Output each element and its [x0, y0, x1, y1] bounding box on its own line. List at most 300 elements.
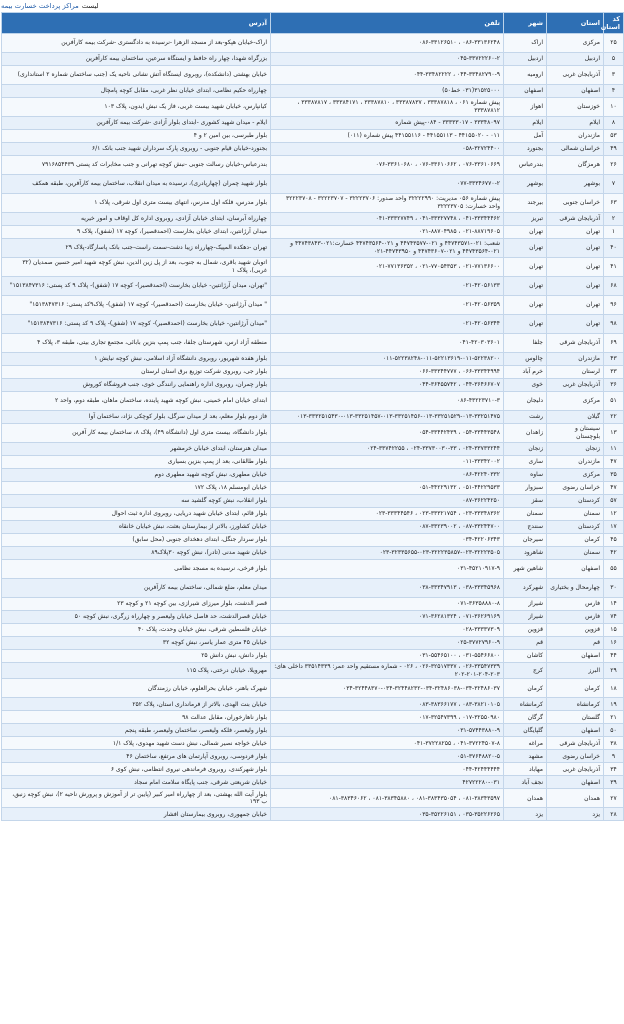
- phone-cell: ۰۳۵-۳۵۲۲۶۲۶۵ ، ۰۳۵-۳۵۲۲۶۱۵۱: [271, 808, 504, 821]
- phone-cell: پیش شماره ۰۵۶ مدیریت: ۳۲۲۲۲۹۹۰ واحد صدور: ۳۲۲۲۳۷۰۶ - ۳۲۲۲۳۷۰۷ - ۳۲۲۲۳۷۰۸ واحد خسارت: ۳۲۲۲۳۷۰۵: [271, 194, 504, 213]
- city-cell: تهران: [504, 226, 547, 239]
- code-cell: ۱۷: [604, 521, 624, 534]
- phone-cell: ۰۲۱-۴۲۰۵۶۱۳۳: [271, 277, 504, 296]
- province-cell: زنجان: [547, 443, 604, 456]
- province-cell: قزوین: [547, 624, 604, 637]
- code-cell: ۳۸: [604, 737, 624, 750]
- city-cell: بجنورد: [504, 143, 547, 156]
- table-row: [2, 66, 624, 85]
- code-cell: ۳۹: [604, 776, 624, 789]
- code-cell: ۶۸: [604, 277, 624, 296]
- city-cell: کاشان: [504, 650, 547, 663]
- code-cell: ۴۳: [604, 353, 624, 366]
- phone-cell: ۰۱۱-۳۳۳۴۲۰۰۲: [271, 456, 504, 469]
- code-cell: ۱۶: [604, 637, 624, 650]
- address-cell: میدان هنرستان، ابتدای خیابان خرمشهر: [2, 443, 271, 456]
- phone-cell: ۰۲۳-۳۲۳۳۵۶۵۵-۰۲۳-۳۲۲۲۳۵۸۵۷-۰۲۳-۳۲۲۲۳۵۰۵: [271, 547, 504, 560]
- province-cell: یزد: [547, 808, 604, 821]
- city-cell: سمنان: [504, 508, 547, 521]
- address-cell: بلوار جی، روبروی شرکت توزیع برق استان لرستان: [2, 366, 271, 379]
- phone-cell: ۰۸۶-۳۳۱۳۶۲۴۸ ، ۰۸۶-۳۳۱۲۶۵۱۰: [271, 34, 504, 53]
- code-cell: ۳۶: [604, 379, 624, 392]
- province-cell: مازندران: [547, 130, 604, 143]
- city-cell: بندرعباس: [504, 156, 547, 175]
- code-cell: ۵۱: [604, 392, 624, 411]
- phone-cell: ۰۲۵-۳۷۷۲۷۹۶۰-۹: [271, 637, 504, 650]
- table-row: [2, 724, 624, 737]
- city-cell: ایلام: [504, 117, 547, 130]
- province-cell: فارس: [547, 611, 604, 624]
- address-cell: کیانپارس، خیابان شهید بیست غربی، فاز یک نبش ایدون، پلاک ۱۰۳: [2, 98, 271, 117]
- city-cell: خرم آباد: [504, 366, 547, 379]
- address-cell: بلوار طالقانی، بعد از پمپ بنزین بسیاری: [2, 456, 271, 469]
- code-cell: ۳۰: [604, 579, 624, 598]
- table-row: [2, 296, 624, 315]
- breadcrumb: [1, 0, 623, 12]
- city-cell: مهاباد: [504, 763, 547, 776]
- city-cell: سبزوار: [504, 482, 547, 495]
- table-row: [2, 624, 624, 637]
- code-cell: ۵۷: [604, 495, 624, 508]
- address-cell: بزرگراه شهدا، چهار راه حافظ و ایستگاه سرعین، ساختمان بیمه کارآفرین: [2, 53, 271, 66]
- phone-cell: ۳۳۳۴۸۰۹۷ - ۳۳۳۳۳۰۱۷ - ۰۸۴-پیش شماره: [271, 117, 504, 130]
- phone-cell: ۰۱۱-۵۲۲۳۸۲۴۸-۰۱۱-۵۲۲۱۳۶۱۹-۰۱۱-۵۲۲۳۸۲۰۰: [271, 353, 504, 366]
- city-cell: گلپایگان: [504, 724, 547, 737]
- city-cell: اصفهان: [504, 85, 547, 98]
- phone-cell: ۰۴۴-۳۶۴۶۶۷۰۷ ، ۰۴۴-۳۶۴۵۵۷۴۲: [271, 379, 504, 392]
- code-cell: ۱۹: [604, 698, 624, 711]
- table-row: [2, 508, 624, 521]
- page: [1, 0, 623, 821]
- address-cell: فاز دوم بلوار معلم، بعد از میدان سرگل، بلوار کوچکی نژاد، ساختمان آوا: [2, 411, 271, 424]
- table-row: [2, 213, 624, 226]
- phone-cell: ۰۱۱ - ۴۴۱۵۵۰۲۰ - ۴۴۱۵۵۱۱۳ - ۴۴۱۵۵۱۱۶ پیش شماره (۰۱۱): [271, 130, 504, 143]
- table-row: [2, 353, 624, 366]
- province-cell: گلستان: [547, 711, 604, 724]
- city-cell: سیرجان: [504, 534, 547, 547]
- code-cell: ۲۶: [604, 156, 624, 175]
- city-cell: اردبیل: [504, 53, 547, 66]
- table-row: [2, 611, 624, 624]
- province-cell: مازندران: [547, 353, 604, 366]
- phone-cell: ۰۸۷-۳۳۲۴۴۷۰۰ ، ۰۸۷-۳۳۲۳۹۰۰۲: [271, 521, 504, 534]
- province-cell: آذربایجان غربی: [547, 379, 604, 392]
- province-cell: سمنان: [547, 547, 604, 560]
- breadcrumb-current[interactable]: مراکز پرداخت خسارت بیمه: [1, 2, 79, 10]
- address-cell: "میدان آرژانتین- خیابان بخارست (احمدقصیر)- کوچه ۱۷ (شفق)- پلاک ۹ کد پستی: ۱۵۱۳۸۴۷۳۱۶": [2, 315, 271, 334]
- address-cell: شهرک باهنر، خیابان بحرالعلوم، خیابان رزمندگان: [2, 679, 271, 698]
- phone-cell: ۰۴۴-۴۲۴۴۴۴۴۴: [271, 763, 504, 776]
- address-cell: ابتدای خیابان امام خمینی، نبش کوچه شهید پاینده، ساختمان ماهان، طبقه دوم، واحد ۲: [2, 392, 271, 411]
- table-row: [2, 547, 624, 560]
- phone-cell: ۰۸۶-۴۲۲۴۰۳۳۲: [271, 469, 504, 482]
- city-cell: زنجان: [504, 443, 547, 456]
- table-row: [2, 277, 624, 296]
- province-cell: آذربایجان شرقی: [547, 213, 604, 226]
- table-body: [2, 34, 624, 821]
- code-cell: ۱۱: [604, 443, 624, 456]
- city-cell: تهران: [504, 258, 547, 277]
- phone-cell: ۰۷۷-۳۳۳۴۶۷۷۰-۲: [271, 175, 504, 194]
- province-cell: خراسان شمالی: [547, 143, 604, 156]
- phone-cell: ۰۷۶-۳۳۶۱۰۶۶۹ ، ۰۷۶-۳۳۶۱۰۶۶۲ ، ۰۷۶-۳۳۶۱۰۶۸۰: [271, 156, 504, 175]
- province-cell: اصفهان: [547, 560, 604, 579]
- table-row: [2, 711, 624, 724]
- city-cell: مشهد: [504, 750, 547, 763]
- address-cell: " میدان آرژانتین- خیابان بخارست (احمدقصیر)- کوچه ۱۷ (شفق)- پلاک۹کد پستی: ۱۵۱۳۸۴۷۳۱۶": [2, 296, 271, 315]
- phone-cell: ۰۳۴-۳۲۴۴۸۳۷۰-۰۳۴-۳۲۴۴۸۲۳۲-۰۳۴-۳۲۴۸۶۰۳۸-۰۳۴-۳۲۴۸۶۰۳۷: [271, 679, 504, 698]
- table-row: [2, 98, 624, 117]
- code-cell: ۴۷: [604, 482, 624, 495]
- column-header-address: آدرس: [2, 13, 271, 34]
- address-cell: بلوار شهید چمران (چهارپادری)، نرسیده به میدان انقلاب، ساختمان بیمه کارآفرین، طبقه همکف: [2, 175, 271, 194]
- address-cell: قصر الدشت، بلوار میرزای شیرازی، بین کوچه ۲۱ و کوچه ۲۳: [2, 598, 271, 611]
- table-row: [2, 53, 624, 66]
- table-row: [2, 143, 624, 156]
- code-cell: ۵۳: [604, 130, 624, 143]
- code-cell: ۳۳: [604, 366, 624, 379]
- province-cell: مرکزی: [547, 392, 604, 411]
- code-cell: ۶۹: [604, 334, 624, 353]
- city-cell: سنندج: [504, 521, 547, 534]
- province-cell: آذربایجان غربی: [547, 763, 604, 776]
- table-row: [2, 175, 624, 194]
- phone-cell: ۰۸۶-۴۳۲۲۳۷۱۰-۳: [271, 392, 504, 411]
- table-row: [2, 521, 624, 534]
- address-cell: خیابان جمهوری، روبروی بیمارستان افشار: [2, 808, 271, 821]
- address-cell: خیابان بهشتی (دانشکده)، روبروی ایستگاه آتش نشانی ناحیه یک (جنب ساختمان شماره ۲ استانداری): [2, 66, 271, 85]
- table-row: [2, 776, 624, 789]
- table-row: [2, 637, 624, 650]
- code-cell: ۲۹: [604, 663, 624, 679]
- province-cell: خراسان جنوبی: [547, 194, 604, 213]
- code-cell: ۱۸: [604, 679, 624, 698]
- phone-cell: ۰۲۸-۳۳۳۳۷۳۰۹: [271, 624, 504, 637]
- phone-cell: ۰۷۱-۳۶۲۶۹۱۶۹ ، ۰۷۱-۳۶۲۸۱۳۲۴: [271, 611, 504, 624]
- phone-cell: ۰۱۳-۳۳۳۲۵۱۵۴۳۰-۰۱۳-۳۳۲۵۱۴۵۷-۰۱۳-۳۳۲۵۱۴۵۶-۰۱۳-۳۳۲۵۱۵۲۹-۰۱۳-۳۳۲۵۱۴۷۵: [271, 411, 504, 424]
- province-cell: البرز: [547, 663, 604, 679]
- code-cell: ۷: [604, 175, 624, 194]
- province-cell: کرمانشاه: [547, 698, 604, 711]
- phone-cell: ۰۵۸-۳۲۷۲۴۴۰۰: [271, 143, 504, 156]
- province-cell: کرمان: [547, 679, 604, 698]
- code-cell: ۴۴: [604, 650, 624, 663]
- province-cell: ایلام: [547, 117, 604, 130]
- table-row: [2, 579, 624, 598]
- phone-cell: ۰۸۳-۳۸۲۱۰۱۰۵ ، ۰۸۳-۳۸۳۶۶۱۷۷: [271, 698, 504, 711]
- code-cell: ۲: [604, 213, 624, 226]
- table-row: [2, 130, 624, 143]
- column-header-province: استان: [547, 13, 604, 34]
- address-cell: خیابان فلسطین شرقی، نبش خیابان وحدت، پلاک ۴۰: [2, 624, 271, 637]
- province-cell: تهران: [547, 315, 604, 334]
- table-row: [2, 456, 624, 469]
- address-cell: تهران -دهکده المپیک-چهارراه زیبا دشت-سمت راست-جنب بانک پاسارگاد-پلاک ۲۹: [2, 239, 271, 258]
- phone-cell: ۰۵۱-۳۷۶۴۸۸۲۰-۵: [271, 750, 504, 763]
- code-cell: ۴۷: [604, 456, 624, 469]
- code-cell: ۲۸: [604, 808, 624, 821]
- table-row: [2, 534, 624, 547]
- city-cell: زاهدان: [504, 424, 547, 443]
- phone-cell: ۰۳۱-۵۵۴۶۶۸۰۰ ، ۰۳۱-۵۵۴۶۵۱۰۰: [271, 650, 504, 663]
- address-cell: بلوار قائم، ابتدای خیابان شهید دریایی، روبروی اداره ثبت احوال: [2, 508, 271, 521]
- code-cell: ۲۲: [604, 411, 624, 424]
- city-cell: تبریز: [504, 213, 547, 226]
- column-header-code: کد استان: [604, 13, 624, 34]
- phone-cell: ۰۳۱-۵۷۴۴۳۸۸۰-۹: [271, 724, 504, 737]
- province-cell: آذربایجان شرقی: [547, 737, 604, 750]
- city-cell: کرمان: [504, 679, 547, 698]
- phone-cell: ۰۴۴-۳۳۴۸۲۷۹۰-۹ ، ۰۴۴-۳۳۴۸۲۲۲۲: [271, 66, 504, 85]
- city-cell: تهران: [504, 296, 547, 315]
- city-cell: شاهین شهر: [504, 560, 547, 579]
- code-cell: ۲۵: [604, 34, 624, 53]
- code-cell: ۵۵: [604, 560, 624, 579]
- table-row: [2, 366, 624, 379]
- table-row: [2, 85, 624, 98]
- table-row: [2, 379, 624, 392]
- table-row: [2, 650, 624, 663]
- address-cell: خیابان خواجه نصیر شمالی، نبش دست شهید مهدوی، پلاک ۱/۱: [2, 737, 271, 750]
- city-cell: اراک: [504, 34, 547, 53]
- phone-cell: ۰۸۱-۳۸۳۴۳۵۹۷ ، ۰۸۱-۳۸۳۴۳۵۰۵۴ ، ۰۸۱-۳۸۳۴۵۸۸۰ ، ۰۸۱-۳۸۳۴۶۰۶۲: [271, 789, 504, 808]
- code-cell: ۱۰: [604, 98, 624, 117]
- province-cell: کردستان: [547, 521, 604, 534]
- address-cell: بلوار هفده شهریور، روبروی دانشگاه آزاد اسلامی، نبش کوچه نیایش ۱: [2, 353, 271, 366]
- table-row: [2, 34, 624, 53]
- city-cell: تهران: [504, 315, 547, 334]
- address-cell: خیابان قصرالدشت، حد فاصل خیابان ولیعصر و چهارراه زرگری، نبش کوچه ۵۰: [2, 611, 271, 624]
- address-cell: خیابان ۴۵ متری عمار یاسر، نبش کوچه ۳۲: [2, 637, 271, 650]
- address-cell: مهرویلا، خیابان درختی، پلاک ۱۱۵: [2, 663, 271, 679]
- code-cell: ۴۵: [604, 534, 624, 547]
- city-cell: کرمانشاه: [504, 698, 547, 711]
- province-cell: چهارمحال و بختیاری: [547, 579, 604, 598]
- city-cell: شهرکرد: [504, 579, 547, 598]
- city-cell: خوی: [504, 379, 547, 392]
- city-cell: اهواز: [504, 98, 547, 117]
- province-cell: اصفهان: [547, 85, 604, 98]
- phone-cell: ۰۲۱-۸۸۷۱۹۶۰۵ ، ۰۲۱-۸۸۷۰۴۹۸۵: [271, 226, 504, 239]
- table-row: [2, 698, 624, 711]
- table-row: [2, 258, 624, 277]
- city-cell: ساری: [504, 456, 547, 469]
- address-cell: بجنورد-خیابان قیام جنوبی - روبروی پارک سرداران شهید جنب بانک ۶/۱: [2, 143, 271, 156]
- table-row: [2, 679, 624, 698]
- table-row: [2, 156, 624, 175]
- city-cell: سقز: [504, 495, 547, 508]
- phone-cell: ۰۱۷-۳۲۵۵۰۹۸۰ ، ۰۱۷-۳۲۵۴۷۳۹۹: [271, 711, 504, 724]
- province-cell: اصفهان: [547, 776, 604, 789]
- breadcrumb-base[interactable]: لیست: [81, 2, 99, 10]
- table-row: [2, 482, 624, 495]
- address-cell: اراک-خیابان هپکو-بعد از مسجد الزهرا -نرسیده به دادگستری -شرکت بیمه کارآفرین: [2, 34, 271, 53]
- phone-cell: ۰۲۶-۳۳۵۴۷۳۳۹ ، ۰۲۶-۳۲۵۱۷۳۳۷ ، ۰۲۶ - شماره مستقیم واحد عمر: ۳۳۵۱۴۳۳۹ داخلی های: ۲۰۳-۲۰۴-۲۰۱-۲۰۲: [271, 663, 504, 679]
- phone-cell: ۰۴۵-۳۳۷۲۲۲۶۰-۲: [271, 53, 504, 66]
- code-cell: ۴۱: [604, 258, 624, 277]
- province-cell: آذربایجان غربی: [547, 66, 604, 85]
- table-row: [2, 598, 624, 611]
- phone-cell: ۰۶۶-۳۳۳۴۴۹۹۴ ، ۰۶۶-۳۳۳۴۴۷۷۷: [271, 366, 504, 379]
- code-cell: ۷۴: [604, 611, 624, 624]
- code-cell: ۹: [604, 750, 624, 763]
- code-cell: ۲۷: [604, 789, 624, 808]
- table-row: [2, 808, 624, 821]
- column-header-city: شهر: [504, 13, 547, 34]
- phone-cell: ۰۲۱-۴۲۰۵۶۳۵۹: [271, 296, 504, 315]
- city-cell: تهران: [504, 239, 547, 258]
- address-cell: اتوبان شهید باقری، شمال به جنوب، بعد از پل زین الدین، نبش کوچه شهید امیر حسین صمدیان (۳۲ غربی)، پلاک ۱: [2, 258, 271, 277]
- table-row: [2, 737, 624, 750]
- phone-cell: ۰۴۱-۴۲۰۳۰۳۶۰۱: [271, 334, 504, 353]
- code-cell: ۵۰: [604, 724, 624, 737]
- code-cell: ۹۸: [604, 315, 624, 334]
- phone-cell: ۰۵۴-۳۳۴۴۳۵۴۸ ، ۰۵۴-۳۳۴۴۲۴۳۹: [271, 424, 504, 443]
- code-cell: ۱۲: [604, 508, 624, 521]
- code-cell: ۴۰: [604, 239, 624, 258]
- phone-cell: پیش شماره ۰۶۱ ، ۳۳۳۸۷۸۱۸ ، ۳۳۳۸۷۸۳۷ ، ۳۳۳۸۷۸۱۰ ، ۳۳۳۸۴۱۷۱ ، ۳۳۳۸۷۸۱۷ ، ۳۳۳۸۷۸۱۲: [271, 98, 504, 117]
- address-cell: خیابان شریعتی شرقی، جنب پایگاه سلامت امام سجاد: [2, 776, 271, 789]
- address-cell: بلوار انقلاب، نبش کوچه گلشید سه: [2, 495, 271, 508]
- city-cell: جلفا: [504, 334, 547, 353]
- province-cell: هرمزگان: [547, 156, 604, 175]
- province-cell: اصفهان: [547, 724, 604, 737]
- city-cell: قم: [504, 637, 547, 650]
- code-cell: ۴: [604, 85, 624, 98]
- address-cell: بلوار ناهارخوران، مقابل عدالت ۹۸: [2, 711, 271, 724]
- city-cell: بیرجند: [504, 194, 547, 213]
- address-cell: "تهران، میدان آرژانتین- خیابان بخارست (احمدقصیر)- کوچه ۱۷ (شفق)- پلاک ۹ کد پستی: ۱۵۱۳۸۴۷۳۱۶": [2, 277, 271, 296]
- province-cell: مازندران: [547, 456, 604, 469]
- province-cell: تهران: [547, 258, 604, 277]
- address-cell: بلوار دانشگاه، بیست متری اول (دانشگاه ۴۹)، پلاک ۸، ساختمان بیمه کار آفرین: [2, 424, 271, 443]
- code-cell: ۱۳: [604, 424, 624, 443]
- phone-cell: ۰۲۱-۷۷۱۳۶۶۰۰ ، ۰۲۱-۷۷۰۵۴۳۵۳ ، ۰۲۱-۷۷۱۳۶۳۵۲: [271, 258, 504, 277]
- table-row: [2, 750, 624, 763]
- city-cell: آمل: [504, 130, 547, 143]
- table-row: [2, 194, 624, 213]
- city-cell: دلیجان: [504, 392, 547, 411]
- city-cell: رشت: [504, 411, 547, 424]
- province-cell: اصفهان: [547, 650, 604, 663]
- province-cell: خراسان رضوی: [547, 482, 604, 495]
- province-cell: خوزستان: [547, 98, 604, 117]
- code-cell: ۶۳: [604, 194, 624, 213]
- address-cell: خیابان مطهری، نبش کوچه شهید مطهری دوم: [2, 469, 271, 482]
- address-cell: بلوار چمران، روبروی اداره راهنمایی رانندگی خوی، جنب فروشگاه کوروش: [2, 379, 271, 392]
- city-cell: کرج: [504, 663, 547, 679]
- province-cell: گیلان: [547, 411, 604, 424]
- address-cell: میدان معلم، ضلع شمالی، ساختمان بیمه کارآفرین: [2, 579, 271, 598]
- address-cell: ایلام - میدان شهید کشوری -ابتدای بلوار آزادی -شرکت بیمه کارآفرین: [2, 117, 271, 130]
- code-cell: ۴۲: [604, 547, 624, 560]
- province-cell: آذربایجان شرقی: [547, 334, 604, 353]
- province-cell: همدان: [547, 789, 604, 808]
- code-cell: ۱۵: [604, 624, 624, 637]
- address-cell: چهارراه آبرسان، ابتدای خیابان آزادی، روبروی اداره کل اوقاف و امور خیریه: [2, 213, 271, 226]
- code-cell: ۸: [604, 117, 624, 130]
- city-cell: بوشهر: [504, 175, 547, 194]
- city-cell: شیراز: [504, 611, 547, 624]
- province-cell: بوشهر: [547, 175, 604, 194]
- province-cell: لرستان: [547, 366, 604, 379]
- table-row: [2, 411, 624, 424]
- province-cell: خراسان رضوی: [547, 750, 604, 763]
- address-cell: بلوار آیت الله بهشتی، بعد از چهارراه امیر کبیر (پایین تر از آموزش و پرورش ناحیه ۲)، نبش کوچه زنبق، ب ۱۹۳: [2, 789, 271, 808]
- address-cell: منطقه آزاد ارس، شهرستان جلفا، جنب پمپ بنزین بابائی، مجتمع تجاری بیتی، طبقه ۳، پلاک ۴: [2, 334, 271, 353]
- code-cell: ۱۴: [604, 598, 624, 611]
- phone-cell: ۰۲۳-۳۳۳۴۸۳۶۲ ، ۰۲۳-۳۳۳۲۱۷۵۴ ، ۰۲۳-۳۳۳۴۴۵۴۶: [271, 508, 504, 521]
- address-cell: بلوار طبرسی، بین امین ۲ و ۴: [2, 130, 271, 143]
- phone-cell: ۰۷۱-۳۶۳۵۸۸۸۰-۸: [271, 598, 504, 611]
- table-row: [2, 663, 624, 679]
- code-cell: ۱: [604, 226, 624, 239]
- table-row: [2, 315, 624, 334]
- phone-cell: ۰۲۴-۳۳۷۳۳۲۴۴ ، ۰۲۴-۳۳۷۳۰۰۳۰-۳۳ ، ۰۲۴-۳۳۷۴۲۲۵۵: [271, 443, 504, 456]
- address-cell: بلوار مدرس، فلکه اول مدرس، انتهای بیست متری اول شرقی، پلاک ۱: [2, 194, 271, 213]
- table-header: [2, 13, 624, 34]
- table-row: [2, 117, 624, 130]
- code-cell: ۲۱: [604, 711, 624, 724]
- province-cell: فارس: [547, 598, 604, 611]
- city-cell: چالوس: [504, 353, 547, 366]
- city-cell: قزوین: [504, 624, 547, 637]
- province-cell: مرکزی: [547, 34, 604, 53]
- phone-cell: شعب: ۰۲۱-۴۴۷۴۳۵۷۱ و ۰۲۱-۴۴۷۴۳۵۷۷ و ۰۲۱-۴۴۷۴۳۵۶۴ خسارت:۰۲۱-۴۴۷۴۳۸۴۳ و ۰۲۱-۴۴۷۴۳۵۶۴ و ۰۲۱-۴۴۷۴۳۶۰۷ و ۴۴۷۴۳۹۵۰-۰۲۱: [271, 239, 504, 258]
- address-cell: بلوار فرخی، نرسیده به مسجد نظامی: [2, 560, 271, 579]
- phone-cell: ۰۴۱-۳۷۲۲۴۵۰۷-۸ ، ۰۴۱-۳۷۲۲۸۲۵۵: [271, 737, 504, 750]
- province-cell: کردستان: [547, 495, 604, 508]
- province-cell: تهران: [547, 226, 604, 239]
- province-cell: تهران: [547, 296, 604, 315]
- code-cell: ۴۹: [604, 143, 624, 156]
- table-row: [2, 789, 624, 808]
- address-cell: خیابان ابومسلم ۱۸، پلاک ۱۷۲: [2, 482, 271, 495]
- city-cell: مراغه: [504, 737, 547, 750]
- address-cell: بلوار دانش، نبش دانش ۲۵: [2, 650, 271, 663]
- address-cell: خیابان بنت الهدی، بالاتر از فرمانداری استان، پلاک ۲۵۲: [2, 698, 271, 711]
- phone-cell: ۰۴۱-۳۳۳۴۴۴۶۲ ، ۰۴۱-۳۳۳۲۷۷۴۸ ، ۰۴۱-۳۳۳۲۷۷۴۹: [271, 213, 504, 226]
- address-cell: بلوار شهرکندی، روبروی فرماندهی نیروی انتظامی، نبش کوی ۶: [2, 763, 271, 776]
- table-row: [2, 226, 624, 239]
- table-row: [2, 443, 624, 456]
- table-row: [2, 495, 624, 508]
- phone-cell: ۰۳۱-۴۵۲۱۰۹۱۷-۹: [271, 560, 504, 579]
- province-cell: مرکزی: [547, 469, 604, 482]
- table-row: [2, 239, 624, 258]
- code-cell: ۵: [604, 53, 624, 66]
- table-row: [2, 560, 624, 579]
- province-cell: سمنان: [547, 508, 604, 521]
- address-cell: بلوار فردوسی، روبروی آپارتمان های مرتفع، ساختمان ۴۶: [2, 750, 271, 763]
- city-cell: شیراز: [504, 598, 547, 611]
- table-row: [2, 763, 624, 776]
- phone-cell: ۰۳۸-۳۳۳۴۵۹۶۸ ، ۰۳۸-۳۳۳۴۷۹۱۳: [271, 579, 504, 598]
- province-cell: تهران: [547, 277, 604, 296]
- table-row: [2, 424, 624, 443]
- city-cell: نجف آباد: [504, 776, 547, 789]
- city-cell: تهران: [504, 277, 547, 296]
- city-cell: گرگان: [504, 711, 547, 724]
- phone-cell: ۰۸۷-۳۶۲۲۴۲۵۰: [271, 495, 504, 508]
- phone-cell: ۴۲۷۲۲۲۸۰-۰۳۱: [271, 776, 504, 789]
- payment-centers-table: [1, 12, 624, 821]
- city-cell: یزد: [504, 808, 547, 821]
- province-cell: سیستان و بلوچستان: [547, 424, 604, 443]
- address-cell: چهارراه حکیم نظامی، ابتدای خیابان نظر غربی، مقابل کوچه پامچال: [2, 85, 271, 98]
- column-header-phone: تلفن: [271, 13, 504, 34]
- address-cell: میدان آرژانتین، ابتدای خیابان بخارست (احمدقصیر)، کوچه ۱۷ (شفق)، پلاک ۹: [2, 226, 271, 239]
